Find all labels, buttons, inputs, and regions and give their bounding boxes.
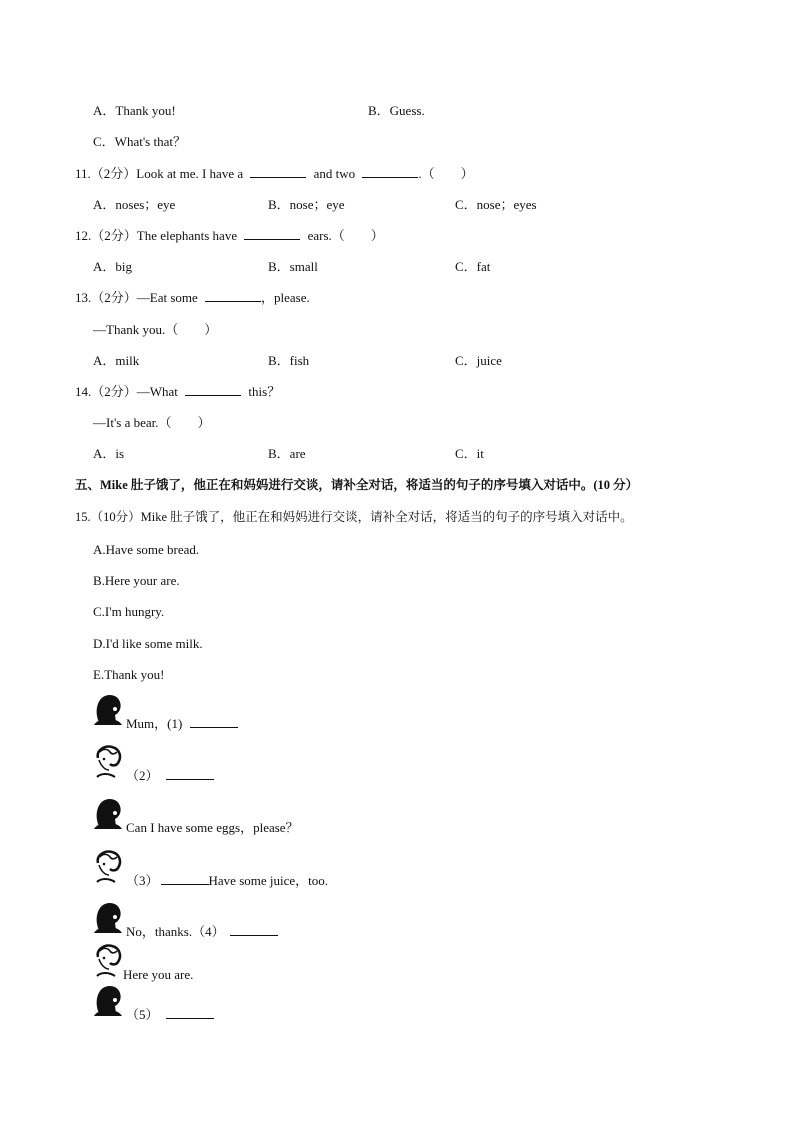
- q14-stem: [75, 384, 280, 400]
- q10-option-c: C．What's that？: [93, 134, 186, 149]
- q11-blank-2[interactable]: [362, 166, 418, 178]
- dialogue-blank-4[interactable]: [230, 924, 278, 936]
- q11-option-c: C．nose；eyes: [455, 197, 537, 212]
- q14-option-b: B．are: [268, 446, 306, 461]
- q12-stem: [75, 228, 384, 244]
- q13-reply: —Thank you.（ ）: [93, 322, 218, 337]
- q12-stem-end: ears.（ ）: [307, 228, 384, 243]
- q13-option-b: B．fish: [268, 353, 310, 368]
- q13-option-c: C．juice: [455, 353, 502, 368]
- q11-option-a: A．noses；eye: [93, 197, 176, 212]
- mike-avatar-icon: [93, 900, 123, 934]
- q14-blank[interactable]: [185, 384, 241, 396]
- choice-d: D.I'd like some milk.: [93, 636, 203, 651]
- q12-blank[interactable]: [244, 228, 300, 240]
- choice-b: B.Here your are.: [93, 573, 180, 588]
- q12-option-b: B．small: [268, 259, 318, 274]
- dialogue-blank-3[interactable]: [161, 873, 209, 885]
- dialogue-line-7: [126, 1007, 214, 1023]
- q14-stem-end: this？: [248, 384, 281, 399]
- q10-option-a: A．Thank you!: [93, 103, 176, 118]
- q13-option-a: A．milk: [93, 353, 140, 368]
- q11-blank-1[interactable]: [250, 166, 306, 178]
- choice-a: A.Have some bread.: [93, 542, 200, 557]
- dialogue-line-2: [126, 768, 214, 784]
- q12-option-c: C．fat: [455, 259, 491, 274]
- q13-stem-end: ，please.: [261, 290, 310, 305]
- q14-option-c: C．it: [455, 446, 484, 461]
- q11-stem-mid: and two: [313, 166, 356, 181]
- q12-option-a: A．big: [93, 259, 133, 274]
- dialogue-line-7-text: （5）: [126, 1007, 159, 1022]
- dialogue-blank-5[interactable]: [166, 1007, 214, 1019]
- q14-reply: —It's a bear.（ ）: [93, 415, 211, 430]
- q13-stem-pre: 13.（2分）—Eat some: [75, 290, 198, 305]
- choice-e: E.Thank you!: [93, 667, 165, 682]
- q13-blank[interactable]: [205, 290, 261, 302]
- q11-option-b: B．nose；eye: [268, 197, 345, 212]
- q15-stem: 15.（10分）Mike 肚子饿了，他正在和妈妈进行交谈，请补全对话，将适当的句子的序号填入对话中。: [75, 510, 633, 524]
- dialogue-line-1: [126, 716, 238, 732]
- mike-avatar-icon: [93, 796, 123, 830]
- dialogue-line-4: [126, 873, 328, 889]
- q10-option-b: B．Guess.: [368, 103, 425, 118]
- mike-avatar-icon: [93, 983, 123, 1017]
- q13-stem: [75, 290, 310, 306]
- q11-stem-pre: 11.（2分）Look at me. I have a: [75, 166, 244, 181]
- q14-stem-pre: 14.（2分）—What: [75, 384, 178, 399]
- q11-stem: [75, 166, 474, 182]
- dialogue-line-5: [126, 924, 278, 940]
- mum-avatar-icon: [93, 744, 123, 778]
- mum-avatar-icon: [93, 849, 123, 883]
- dialogue-line-1-text: Mum，(1): [126, 716, 183, 731]
- mum-avatar-icon: [93, 943, 123, 977]
- dialogue-line-4-text-post: Have some juice，too.: [208, 873, 329, 888]
- dialogue-line-2-text: （2）: [126, 768, 159, 783]
- q11-stem-end: .（ ）: [418, 166, 474, 181]
- q12-stem-pre: 12.（2分）The elephants have: [75, 228, 238, 243]
- dialogue-blank-1[interactable]: [190, 716, 238, 728]
- dialogue-blank-2[interactable]: [166, 768, 214, 780]
- mike-avatar-icon: [93, 692, 123, 726]
- choice-c: C.I'm hungry.: [93, 604, 165, 619]
- dialogue-line-6: Here you are.: [123, 967, 194, 982]
- dialogue-line-4-text: （3）: [126, 873, 159, 888]
- q14-option-a: A．is: [93, 446, 125, 461]
- dialogue-line-5-text: No，thanks.（4）: [126, 924, 225, 939]
- dialogue-line-3: Can I have some eggs，please？: [126, 820, 299, 835]
- section5-heading: 五、Mike 肚子饿了，他正在和妈妈进行交谈，请补全对话，将适当的句子的序号填入对话中。(10 分）: [75, 478, 639, 492]
